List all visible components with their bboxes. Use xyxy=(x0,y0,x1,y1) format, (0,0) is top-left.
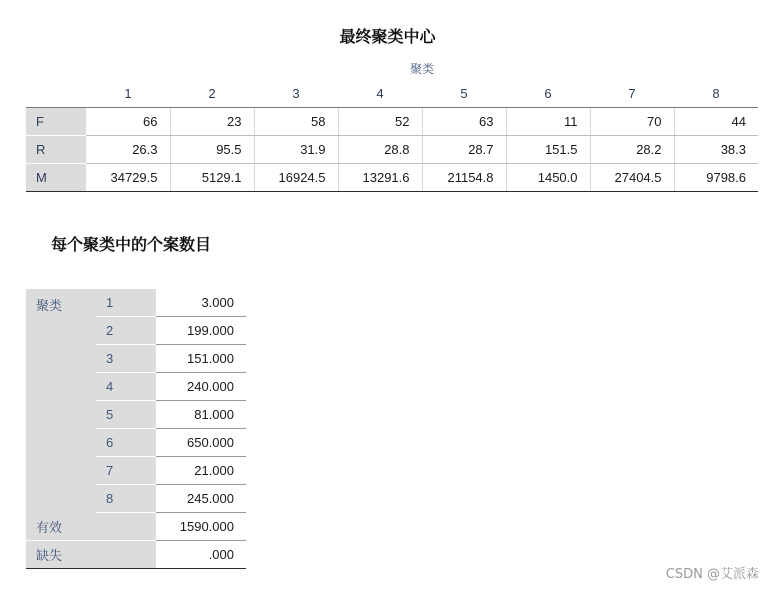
column-header: 3 xyxy=(254,80,338,108)
table-cell: 28.2 xyxy=(590,136,674,164)
table-cell: 9798.6 xyxy=(674,164,758,192)
table-cell: 11 xyxy=(506,108,590,136)
cluster-group-label: 聚类 xyxy=(26,289,96,513)
cluster-caption: 聚类 xyxy=(409,62,434,76)
cluster-number: 6 xyxy=(96,429,156,457)
table-cell: 13291.6 xyxy=(338,164,422,192)
table-cell: 3.000 xyxy=(156,289,246,317)
table-cell: 240.000 xyxy=(156,373,246,401)
column-header: 1 xyxy=(86,80,170,108)
missing-label: 缺失 xyxy=(26,541,156,569)
column-header: 4 xyxy=(338,80,422,108)
cluster-number: 8 xyxy=(96,485,156,513)
cluster-number: 1 xyxy=(96,289,156,317)
cluster-number: 3 xyxy=(96,345,156,373)
table-row xyxy=(26,513,246,541)
final-centers-title: 最终聚类中心 xyxy=(339,27,436,46)
table-cell: 16924.5 xyxy=(254,164,338,192)
table-cell: 38.3 xyxy=(674,136,758,164)
cluster-number: 2 xyxy=(96,317,156,345)
table-cell: 34729.5 xyxy=(86,164,170,192)
column-header: 7 xyxy=(590,80,674,108)
table-cell: 1450.0 xyxy=(506,164,590,192)
table-cell: 28.8 xyxy=(338,136,422,164)
missing-value: .000 xyxy=(156,541,246,569)
table-cell: 27404.5 xyxy=(590,164,674,192)
table-cell: 5129.1 xyxy=(170,164,254,192)
table-header-row xyxy=(26,80,758,108)
table-cell: 26.3 xyxy=(86,136,170,164)
cluster-number: 5 xyxy=(96,401,156,429)
table-cell: 199.000 xyxy=(156,317,246,345)
column-header: 6 xyxy=(506,80,590,108)
table-cell: 21154.8 xyxy=(422,164,506,192)
row-header: M xyxy=(26,164,86,192)
valid-value: 1590.000 xyxy=(156,513,246,541)
table-cell: 70 xyxy=(590,108,674,136)
row-header: R xyxy=(26,136,86,164)
table-cell: 23 xyxy=(170,108,254,136)
final-centers-table xyxy=(26,80,758,192)
row-header: F xyxy=(26,108,86,136)
table-cell: 81.000 xyxy=(156,401,246,429)
table-cell: 63 xyxy=(422,108,506,136)
cluster-number: 7 xyxy=(96,457,156,485)
table-row xyxy=(26,108,758,136)
case-counts-table xyxy=(26,289,246,569)
table-cell: 66 xyxy=(86,108,170,136)
table-row xyxy=(26,541,246,569)
table-row xyxy=(26,289,246,317)
corner-cell xyxy=(26,80,86,108)
table-row xyxy=(26,136,758,164)
case-counts-title: 每个聚类中的个案数目 xyxy=(50,235,211,254)
watermark: CSDN @艾派森 xyxy=(665,567,759,582)
table-cell: 52 xyxy=(338,108,422,136)
table-row xyxy=(26,164,758,192)
table-cell: 151.5 xyxy=(506,136,590,164)
valid-label: 有效 xyxy=(26,513,156,541)
cluster-number: 4 xyxy=(96,373,156,401)
table-cell: 151.000 xyxy=(156,345,246,373)
table-cell: 44 xyxy=(674,108,758,136)
table-cell: 245.000 xyxy=(156,485,246,513)
column-header: 5 xyxy=(422,80,506,108)
column-header: 8 xyxy=(674,80,758,108)
table-cell: 28.7 xyxy=(422,136,506,164)
table-cell: 650.000 xyxy=(156,429,246,457)
column-header: 2 xyxy=(170,80,254,108)
table-cell: 95.5 xyxy=(170,136,254,164)
table-cell: 31.9 xyxy=(254,136,338,164)
table-cell: 21.000 xyxy=(156,457,246,485)
table-cell: 58 xyxy=(254,108,338,136)
